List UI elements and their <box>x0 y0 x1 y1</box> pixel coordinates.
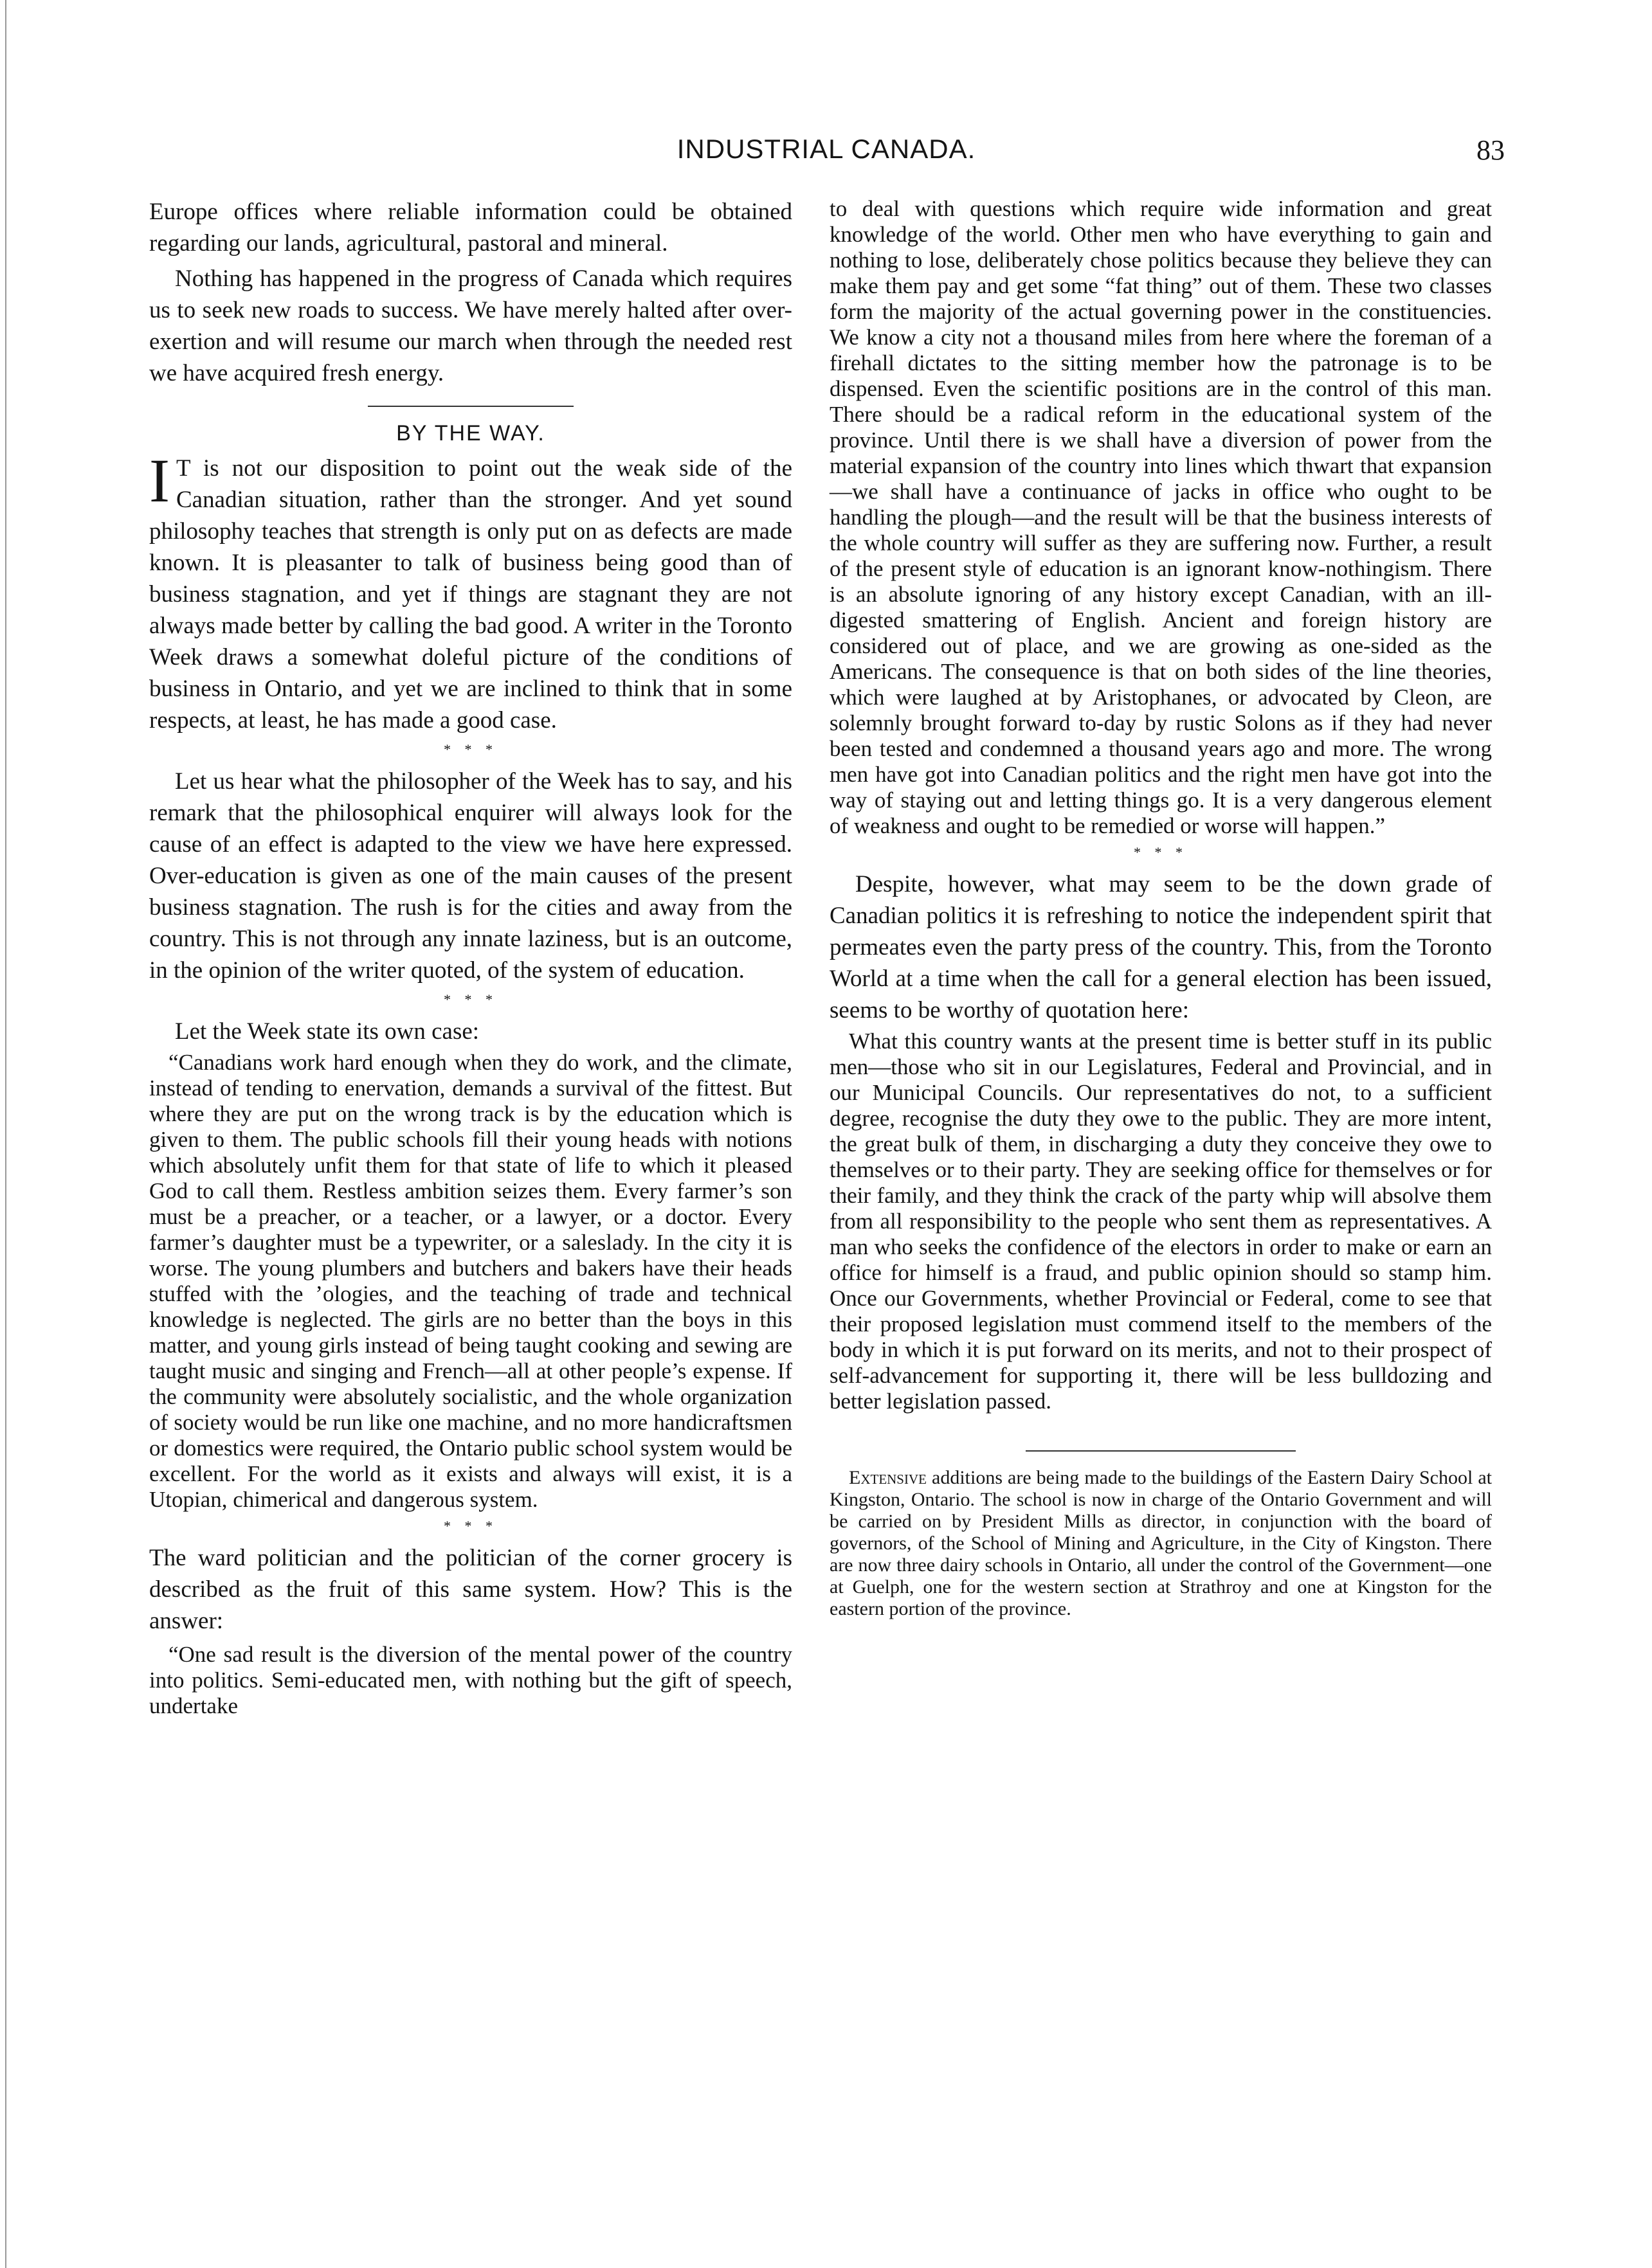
left-column <box>149 196 792 1719</box>
journal-title: INDUSTRIAL CANADA. <box>676 134 976 164</box>
page-number: 83 <box>1476 134 1505 166</box>
quotation-sad-result-continued: to deal with questions which require wide information and great knowledge of the world. Other men who have everything to gain and nothing to lose, deliberately chose politics because they believe they can make them pay and get some “fat thing” out of them. These two classes form the majority of the actual governing power in the constituencies. We know a city not a thousand miles from here where the foreman of a firehall dictates to the sitting member how the patronage is to be dispensed. Even the scientific positions are in the control of this man. There should be a radical reform in the educational system of the province. Until there is we shall have a diversion of power from the material expansion of the country into lines which thwart that expansion—we shall have a continuance of jacks in office who ought to be handling the plough—and the result will be that the business interests of the whole country will suffer as they are suffering now. Further, a result of the present style of education is an ignorant know-nothingism. There is an absolute ignoring of any history except Canadian, with an ill-digested smattering of English. Ancient and foreign history are considered out of place, and we are growing as one-sided as the Americans. The consequence is that on both sides of the line theories, which were laughed at by Aristophanes, or advocated by Cleon, are solemnly brought forward to-day by rustic Solons as if they had never been tested and condemned a thousand years ago and more. The wrong men have got into Canadian politics and the right men have got into the way of staying out and letting things go. It is a very dangerous element of weakness and ought to be remedied or worse will happen.” <box>830 196 1492 838</box>
section-stars: * * * <box>444 991 498 1007</box>
paragraph-philosopher-of-week: Let us hear what the philosopher of the Week has to say, and his remark that the philosophical enquirer will always look for the cause of an effect is adapted to the view we have here expressed. Over-education is given as one of the main causes of the present business stagnation. The rush is for the cities and away from the country. This is not through any innate laziness, but is an outcome, in the opinion of the writer quoted, of the system of education. <box>149 768 792 984</box>
section-heading: BY THE WAY. <box>396 421 545 446</box>
paragraph-ward-politician: The ward politician and the politician of the corner grocery is described as the fruit of this same system. How? This is the answer: <box>149 1545 792 1634</box>
quotation-what-this-country-wants: What this country wants at the present time is better stuff in its public men—those who sit in our Legislatures, Federal and Provincial, and in our Municipal Councils. Our representatives do not, to a sufficient degree, recognise the duty they owe to the public. They are more intent, the great bulk of them, in discharging a duty they conceive they owe to themselves or to their party. They are seeking office for themselves or for their family, and they think the crack of the party whip will absolve them from all responsibility to the people who sent them as representatives. A man who seeks the confidence of the electors in order to make or earn an office for himself is a fraud, and public opinion should so stamp him. Once our Governments, whether Provincial or Federal, come to see that their proposed legislation must commend itself to the members of the body in which it is put forward on its merits, and not to their prospect of self-advancement for supporting it, there will be less bulldozing and better legislation passed. <box>830 1029 1492 1414</box>
news-note-dairy-school <box>830 1467 1492 1620</box>
paragraph-disposition <box>149 446 792 736</box>
paragraph-progress-of-canada: Nothing has happened in the progress of Canada which requires us to seek new roads to success. We have merely halted after over-exertion and will resume our march when through the needed rest we have acquired fresh energy. <box>149 266 792 386</box>
note-text: additions are being made to the buildings of the Eastern Dairy School at Kingston, Ontario. The school is now in charge of the Ontario Government and will be carried on by President Mills as director, in conjunction with the board of governors, of the School of Mining and Agriculture, in the City of Kingston. There are now three dairy schools in Ontario, all under the control of the Government—one at Guelph, one for the western section at Strathroy and one at Kingston for the eastern portion of the province. <box>830 1467 1492 1619</box>
section-stars: * * * <box>444 741 498 757</box>
paragraph-disposition-text: T is not our disposition to point out the weak side of the Canadian situation, rather than the stronger. And yet sound philosophy teaches that strength is only put on as defects are made known. It is pleasanter to talk of business being good than of business stagnation, and yet if things are stagnant they are not always made better by calling the bad good. A writer in the Toronto Week draws a somewhat doleful picture of the conditions of business in Ontario, and yet we are inclined to think that in some respects, at least, he has made a good case. <box>149 455 792 734</box>
right-column <box>830 196 1492 1620</box>
paragraph-toronto-world: Despite, however, what may seem to be the down grade of Canadian politics it is refreshing to notice the independent spirit that permeates even the party press of the country. This, from the Toronto World at a time when the call for a general election has been issued, seems to be worthy of quotation here: <box>830 871 1492 1023</box>
section-stars: * * * <box>444 1518 498 1534</box>
margin-rule <box>5 0 6 2268</box>
paragraph-week-own-case: Let the Week state its own case: <box>175 1018 480 1045</box>
paragraph-europe-offices: Europe offices where reliable information could be obtained regarding our lands, agricultural, pastoral and mineral. <box>149 199 792 256</box>
section-stars: * * * <box>1134 844 1188 860</box>
quotation-canadians-work-hard: “Canadians work hard enough when they do work, and the climate, instead of tending to enervation, demands a survival of the fittest. But where they are put on the wrong track is by the education which is given to them. The public schools fill their young heads with notions which absolutely unfit them for that state of life to which it pleased God to call them. Restless ambition seizes them. Every farmer’s son must be a preacher, or a teacher, or a lawyer, or a doctor. Every farmer’s daughter must be a typewriter, or a saleslady. In the city it is worse. The young plumbers and butchers and bakers have their heads stuffed with the ’ologies, and the teaching of trade and technical knowledge is neglected. The girls are no better than the boys in this matter, and young girls instead of being taught cooking and sewing are taught music and singing and French—all at other people’s expense. If the community were absolutely socialistic, and the whole organization of society would be run like one machine, and no more handicraftsmen or domestics were required, the Ontario public school system would be excellent. For the world as it exists and always will exist, it is a Utopian, chimerical and dangerous system. <box>149 1050 792 1512</box>
note-lead-word: Extensive <box>849 1467 927 1488</box>
drop-cap: I <box>149 446 170 515</box>
page-header <box>148 134 1505 172</box>
quotation-sad-result: “One sad result is the diversion of the mental power of the country into politics. Semi-educated men, with nothing but the gift of speech, undertake <box>149 1642 792 1718</box>
section-divider <box>368 406 574 407</box>
note-divider <box>1026 1450 1296 1452</box>
